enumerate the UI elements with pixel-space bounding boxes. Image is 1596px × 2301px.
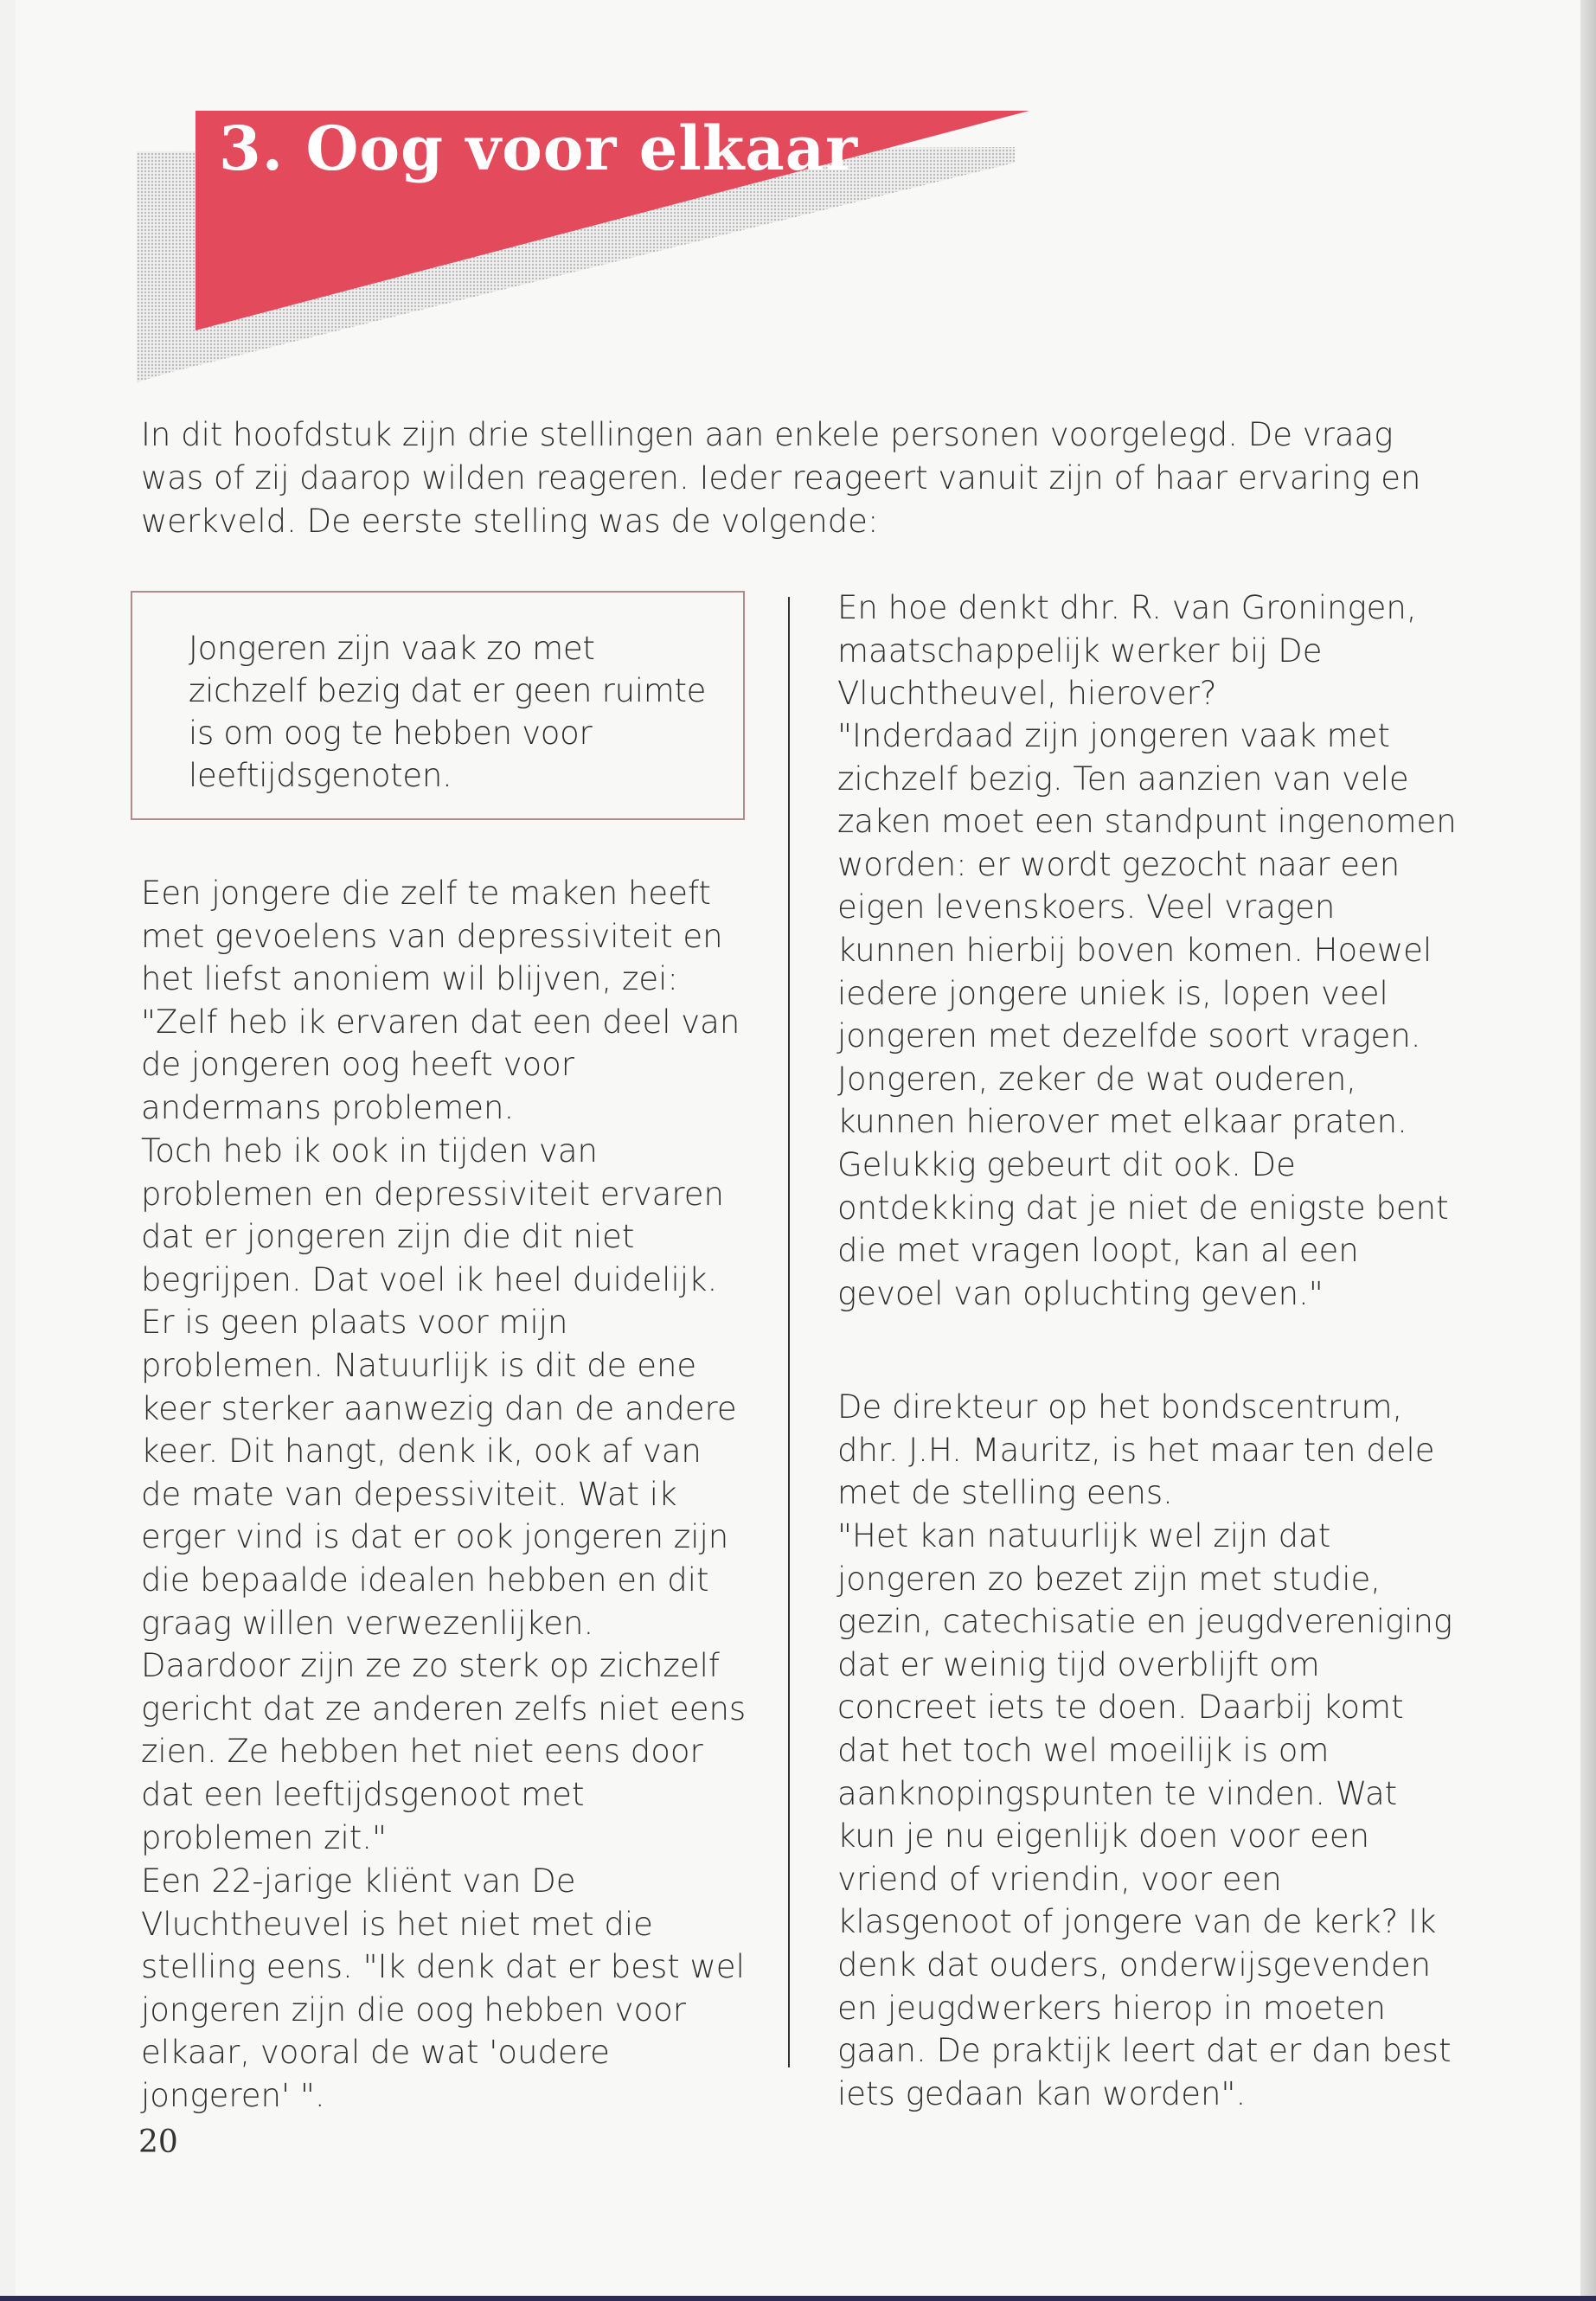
left-paragraph-2: Toch heb ik ook in tijden van problemen en depressiviteit ervaren dat er jongeren zijn die dit niet begrijpen. Dat voel ik heel duidelijk. Er is geen plaats voor mijn problemen. Natuurlijk is dit de ene keer sterker aanwezig dan de andere keer. Dit hangt, denk ik, ook af van de mate van depessiviteit. Wat ik erger vind is dat er ook jongeren zijn die bepaalde idealen hebben en dit graag willen verwezenlijken. Daardoor zijn ze zo sterk op zichzelf gericht dat ze anderen zelfs niet eens zien. Ze hebben het niet eens door dat een leeftijdsgenoot met problemen zit.": [141, 1132, 747, 1856]
chapter-title: 3. Oog voor elkaar: [219, 112, 858, 184]
right-paragraph-1: En hoe denkt dhr. R. van Groningen, maatschappelijk werker bij De Vluchtheuvel, hierover?: [837, 589, 1417, 713]
bottom-strip: [0, 2296, 1596, 2301]
page: [16, 0, 1583, 2301]
chapter-banner: [137, 104, 1036, 389]
page-number: 20: [138, 2125, 178, 2160]
left-paragraph-3: Een 22-jarige kliënt van De Vluchtheuvel is het niet met die stelling eens. "Ik denk dat er best wel jongeren zijn die oog hebben voor elkaar, vooral de wat 'oudere jongeren' ".: [141, 1862, 745, 2114]
right-paragraph-4: "Het kan natuurlijk wel zijn dat jongeren zo bezet zijn met studie, gezin, catechisatie en jeugdvereniging dat er weinig tijd overblijft om concreet iets te doen. Daarbij komt dat het toch wel moeilijk is om aanknopingspunten te vinden. Wat kun je nu eigenlijk doen voor een vriend of vriendin, voor een klasgenoot of jongere van de kerk? Ik denk dat ouders, onderwijsgevenden en jeugdwerkers hierop in moeten gaan. De praktijk leert dat er dan best iets gedaan kan worden".: [837, 1517, 1453, 2112]
statement-box: [131, 591, 745, 820]
intro-paragraph: In dit hoofdstuk zijn drie stellingen aan enkele personen voorgelegd. De vraag was of zij daarop wilden reageren. Ieder reageert vanuit zijn of haar ervaring en werkveld. De eerste stelling was de volgende:: [141, 416, 1421, 540]
right-paragraph-2: "Inderdaad zijn jongeren vaak met zichzelf bezig. Ten aanzien van vele zaken moet een standpunt ingenomen worden: er wordt gezocht naar een eigen levenskoers. Veel vragen kunnen hierbij boven komen. Hoewel iedere jongere uniek is, lopen veel jongeren met dezelfde soort vragen. Jongeren, zeker de wat ouderen, kunnen hierover met elkaar praten. Gelukkig gebeurt dit ook. De ontdekking dat je niet de enigste bent die met vragen loopt, kan al een gevoel van opluchting geven.": [837, 717, 1457, 1312]
left-paragraph-1: Een jongere die zelf te maken heeft met gevoelens van depressiviteit en het liefst anoniem wil blijven, zei: "Zelf heb ik ervaren dat een deel van de jongeren oog heeft voor andermans problemen.: [141, 875, 740, 1126]
right-paragraph-3: De direkteur op het bondscentrum, dhr. J.H. Mauritz, is het maar ten dele met de stelling eens.: [837, 1388, 1435, 1512]
column-divider: [788, 597, 790, 2067]
page-edge: [1580, 0, 1596, 2301]
statement-text: Jongeren zijn vaak zo met zichzelf bezig dat er geen ruimte is om oog te hebben voor leeftijdsgenoten.: [189, 630, 707, 794]
